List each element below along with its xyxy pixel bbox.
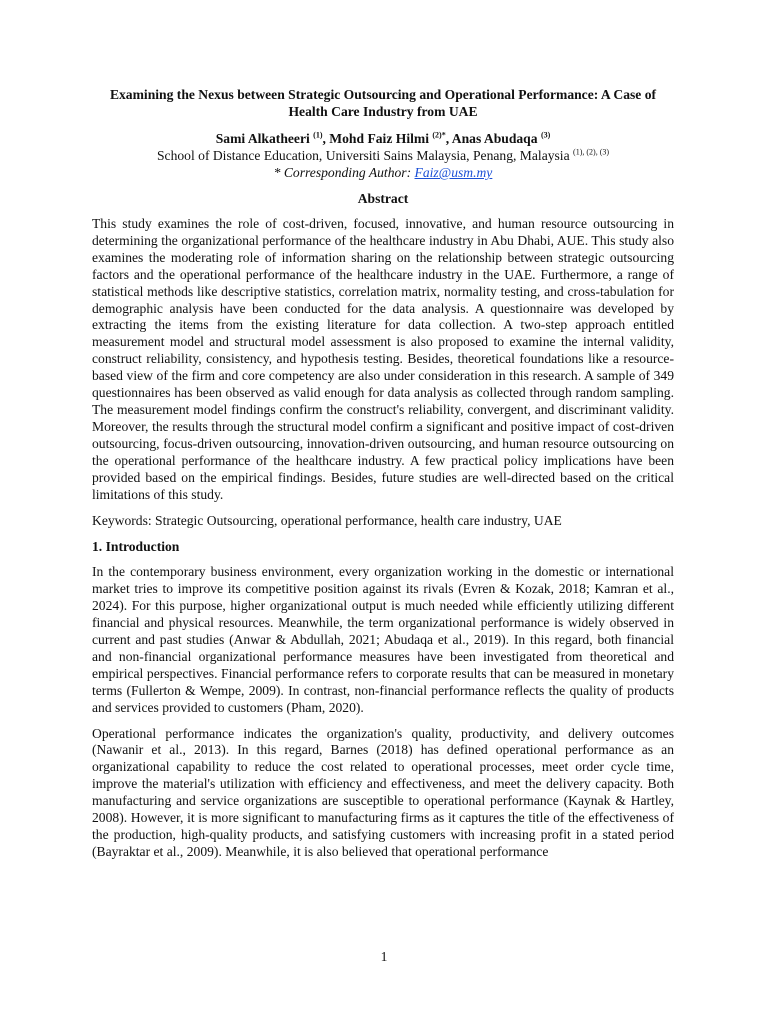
author-separator: ,: [445, 131, 452, 146]
author-separator: ,: [322, 131, 330, 146]
author-list: [92, 130, 674, 147]
affiliation-marks: (1), (2), (3): [573, 147, 610, 157]
author-affiliation-mark: (3): [540, 130, 551, 140]
corresponding-author: [92, 164, 674, 181]
affiliation-text: School of Distance Education, Universiti Sains Malaysia, Penang, Malaysia: [156, 148, 570, 163]
corresponding-label: * Corresponding Author:: [273, 165, 415, 180]
author-name: Anas Abudaqa: [451, 131, 538, 146]
corresponding-email-link[interactable]: Faiz@usm.my: [414, 165, 493, 180]
body-paragraph: Operational performance indicates the organization's quality, productivity, and delivery outcomes (Nawanir et al., 2013). In this regard, Barnes (2018) has defined operational performance as an organizational capability to reduce the cost related to operational processes, meet order cycle time, improve the material's utilization with efficiency and effectiveness, and meet the delivery capacity. Both manufacturing and service organizations are susceptible to operational performance (Kaynak & Hartley, 2008). However, it is more significant to manufacturing firms as it captures the title of the effectiveness of the production, high-quality products, and satisfying customers with increasing profit in a stated period (Bayraktar et al., 2009). Meanwhile, it is also believed that operational performance: [92, 725, 674, 859]
author-affiliation-mark: (1): [313, 130, 323, 140]
abstract-heading: Abstract: [357, 191, 409, 206]
abstract-text: This study examines the role of cost-driven, focused, innovative, and human resource outsourcing in determining the organizational performance of the healthcare industry in Abu Dhabi, AUE. This study also examines the moderating role of information sharing on the relationship between strategic outsourcing factors and the operational performance of the healthcare industry in the UAE. Furthermore, a range of statistical methods like descriptive statistics, correlation matrix, normality testing, and cross-tabulation for demographic analysis have been conducted for the data analysis. A questionnaire was developed by extracting the items from the existing literature for data collection. A two-step approach entitled measurement model and structural model assessment is also proposed to examine the internal validity, construct reliability, consistency, and hypothesis testing. Besides, theoretical foundations like a resource-based view of the firm and core competency are also under consideration in this research. A sample of 349 questionnaires has been observed as valid enough for data analysis as collected through random sampling. The measurement model findings confirm the construct's reliability, convergent, and discriminant validity. Moreover, the results through the structural model confirm a significant and positive impact of cost-driven outsourcing, focus-driven outsourcing, innovation-driven outsourcing, and human resource outsourcing on the operational performance of the healthcare industry. A few practical policy implications have been provided based on the empirical findings. Besides, future studies are well-directed based on the critical limitations of this study.: [92, 216, 674, 502]
body-paragraph: In the contemporary business environment, every organization working in the domestic or international market tries to improve its competitive position against its rivals (Evren & Kozak, 2018; Kamran et al., 2024). For this purpose, higher organizational output is much needed while efficiently utilizing different financial and physical resources. Meanwhile, the term organizational performance is widely observed in current and past studies (Anwar & Abdullah, 2021; Abudaqa et al., 2019). In this regard, both financial and non-financial organizational performance measures have been investigated from theoretical and empirical perspectives. Financial performance refers to corporate results that can be measured in monetary terms (Fullerton & Wempe, 2009). In contrast, non-financial performance reflects the quality of products and services provided to customers (Pham, 2020).: [92, 564, 674, 715]
author-affiliation-mark: (2)*: [432, 130, 446, 140]
paper-title: Examining the Nexus between Strategic Outsourcing and Operational Performance: A Case of Health Care Industry from UAE: [109, 87, 657, 119]
affiliation: [92, 147, 674, 164]
section-heading-introduction: 1. Introduction: [92, 539, 180, 555]
keywords: Keywords: Strategic Outsourcing, operational performance, health care industry, UAE: [92, 513, 562, 529]
author-name: Sami Alkatheeri: [215, 131, 310, 146]
paper-page: [92, 86, 674, 870]
author-name: Mohd Faiz Hilmi: [329, 131, 429, 146]
page-number: 1: [380, 949, 388, 964]
